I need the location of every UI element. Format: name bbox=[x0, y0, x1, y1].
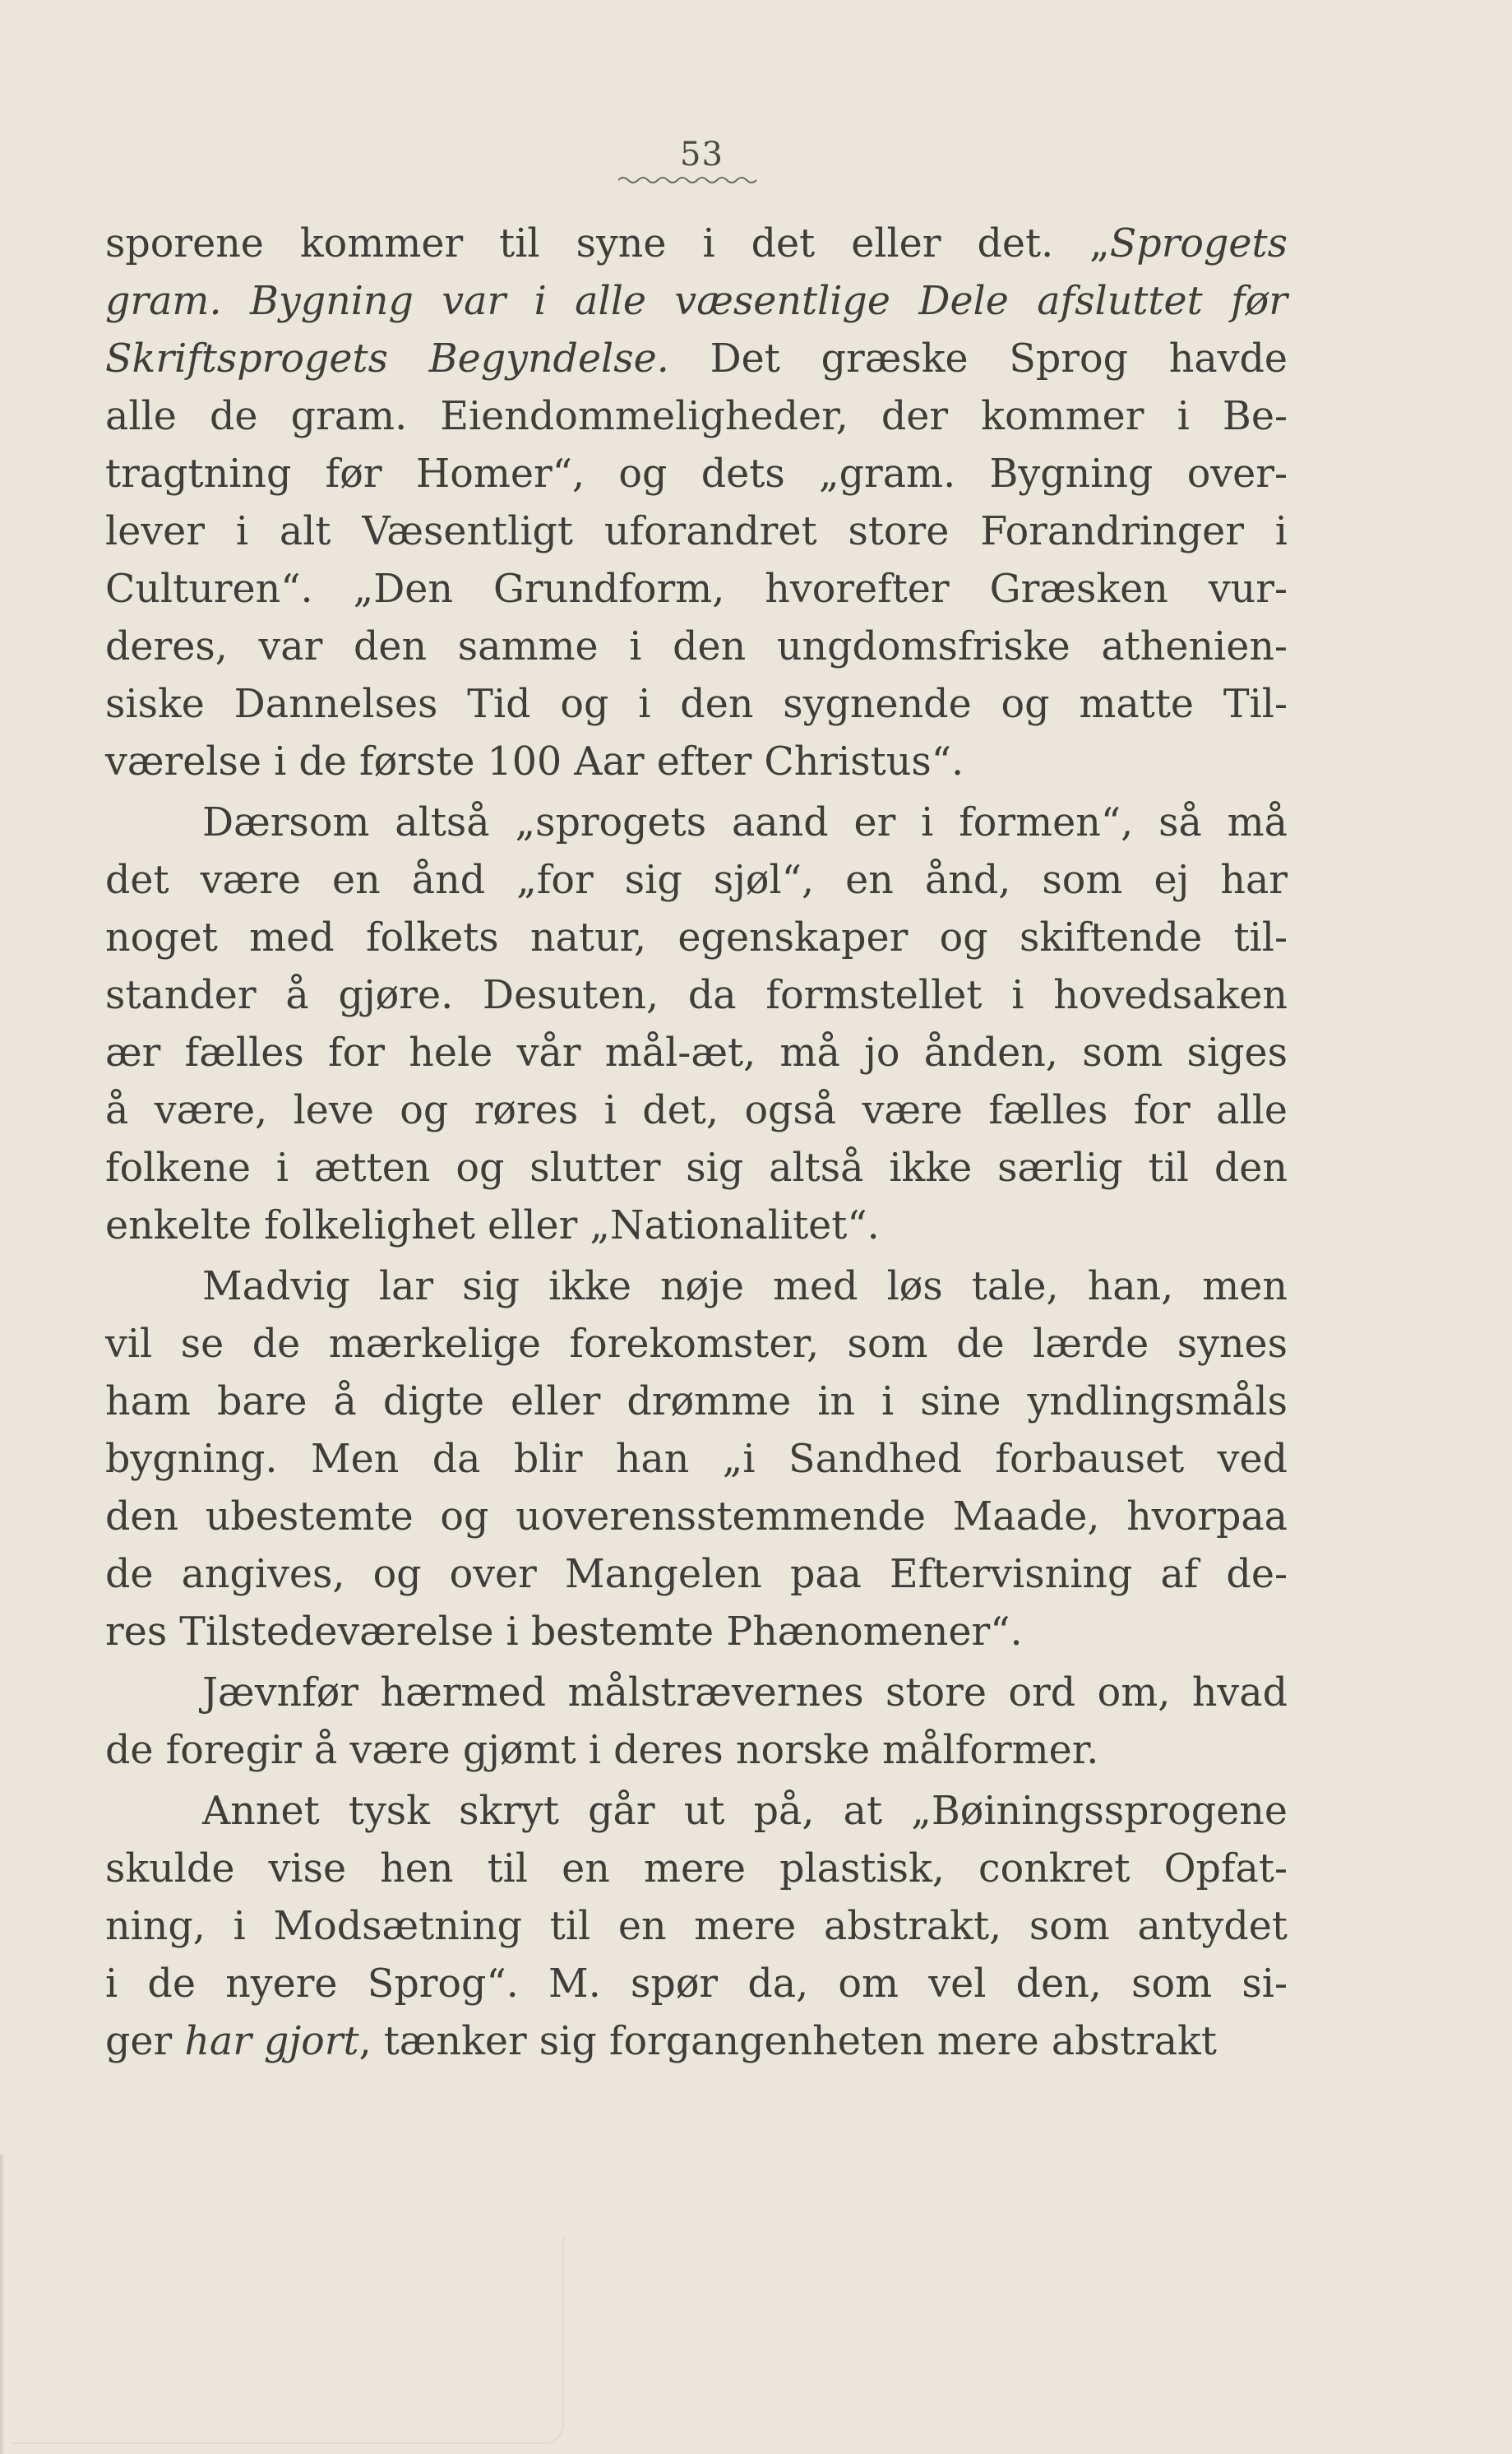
text-line bbox=[105, 1722, 1288, 1780]
text-line bbox=[105, 967, 1288, 1025]
text-segment: å være, leve og røres i det, også være fælles for alle bbox=[105, 1088, 1288, 1133]
italic-segment: gram. Bygning var i alle væsentlige Dele afsluttet før bbox=[105, 279, 1288, 324]
text-segment: Jævnfør hærmed målstrævernes store ord om, hvad bbox=[202, 1670, 1288, 1715]
text-line bbox=[105, 734, 1288, 791]
text-segment: bygning. Men da blir han „i Sandhed forbauset ved bbox=[105, 1437, 1288, 1482]
text-line bbox=[105, 561, 1288, 618]
text-segment: ning, i Modsætning til en mere abstrakt, som antydet bbox=[105, 1904, 1288, 1949]
text-line bbox=[105, 1604, 1288, 1661]
text-segment: skulde vise hen til en mere plastisk, conkret Opfat- bbox=[105, 1846, 1288, 1891]
text-line bbox=[105, 676, 1288, 734]
text-segment: ær fælles for hele vår mål-æt, må jo ånden, som siges bbox=[105, 1030, 1288, 1076]
text-line bbox=[105, 910, 1288, 967]
wavy-rule-icon bbox=[618, 174, 758, 186]
text-segment: tragtning før Homer“, og dets „gram. Bygning over- bbox=[105, 451, 1288, 497]
text-segment: det være en ånd „for sig sjøl“, en ånd, som ej har bbox=[105, 858, 1288, 903]
text-line bbox=[105, 388, 1288, 446]
text-line bbox=[105, 794, 1288, 852]
text-line bbox=[105, 503, 1288, 561]
text-segment: lever i alt Væsentligt uforandret store Forandringer i bbox=[105, 509, 1288, 554]
text-segment: den ubestemte og uoverensstemmende Maade, hvorpaa bbox=[105, 1494, 1288, 1540]
text-segment: stander å gjøre. Desuten, da formstellet i hovedsaken bbox=[105, 973, 1288, 1018]
text-segment: værelse i de første 100 Aar efter Christus“. bbox=[105, 739, 964, 785]
text-line bbox=[105, 1840, 1288, 1898]
text-segment: ger bbox=[105, 2019, 185, 2064]
text-segment: siske Dannelses Tid og i den sygnende og matte Til- bbox=[105, 682, 1288, 727]
text-line bbox=[105, 852, 1288, 910]
text-segment: de foregir å være gjømt i deres norske målformer. bbox=[105, 1728, 1099, 1773]
text-line bbox=[105, 2013, 1288, 2071]
page-edge-shadow bbox=[0, 2155, 5, 2454]
text-segment: i de nyere Sprog“. M. spør da, om vel den, som si- bbox=[105, 1961, 1288, 2007]
text-line bbox=[105, 1082, 1288, 1140]
italic-segment: Skriftsprogets Begyndelse. bbox=[105, 336, 669, 382]
text-line bbox=[105, 1373, 1288, 1431]
text-segment: folkene i ætten og slutter sig altså ikke særlig til den bbox=[105, 1146, 1288, 1191]
text-line bbox=[105, 215, 1288, 273]
text-line bbox=[105, 273, 1288, 331]
text-line bbox=[105, 1489, 1288, 1546]
text-segment: Madvig lar sig ikke nøje med løs tale, han, men bbox=[202, 1264, 1288, 1309]
text-line bbox=[105, 1316, 1288, 1373]
text-line bbox=[105, 1546, 1288, 1604]
text-line bbox=[105, 1665, 1288, 1722]
text-line bbox=[105, 446, 1288, 503]
italic-segment: har gjort bbox=[184, 2019, 359, 2064]
text-segment: ham bare å digte eller drømme in i sine yndlingsmåls bbox=[105, 1379, 1288, 1424]
text-segment: alle de gram. Eiendommeligheder, der kommer i Be- bbox=[105, 394, 1288, 439]
text-line bbox=[105, 1025, 1288, 1082]
body-text bbox=[105, 215, 1288, 2071]
text-line bbox=[105, 1140, 1288, 1197]
text-segment: , tænker sig forgangenheten mere abstrakt bbox=[358, 2019, 1217, 2064]
text-segment: deres, var den samme i den ungdomsfriske athenien- bbox=[105, 624, 1288, 669]
text-line bbox=[105, 1258, 1288, 1316]
text-line bbox=[105, 1956, 1288, 2013]
text-line bbox=[105, 1431, 1288, 1489]
page-number: 53 bbox=[680, 136, 724, 174]
text-segment: noget med folkets natur, egenskaper og skiftende til- bbox=[105, 915, 1288, 961]
italic-segment: Sprogets bbox=[1109, 221, 1288, 266]
bleed-through-mark bbox=[12, 2237, 564, 2444]
text-segment: de angives, og over Mangelen paa Eftervisning af de- bbox=[105, 1552, 1288, 1597]
text-line bbox=[105, 1783, 1288, 1840]
text-line bbox=[105, 1197, 1288, 1255]
text-segment: vil se de mærkelige forekomster, som de lærde synes bbox=[105, 1322, 1288, 1367]
text-line bbox=[105, 1898, 1288, 1956]
text-segment: Dærsom altså „sprogets aand er i formen“, så må bbox=[202, 800, 1288, 845]
text-line bbox=[105, 331, 1288, 388]
text-segment: enkelte folkelighet eller „Nationalitet“. bbox=[105, 1203, 880, 1248]
text-segment: sporene kommer til syne i det eller det. „ bbox=[105, 221, 1110, 266]
text-line bbox=[105, 618, 1288, 676]
text-segment: Annet tysk skryt går ut på, at „Bøiningssprogene bbox=[202, 1789, 1288, 1834]
text-segment: Det græske Sprog havde bbox=[668, 336, 1288, 382]
text-segment: Culturen“. „Den Grundform, hvorefter Græsken vur- bbox=[105, 567, 1288, 612]
text-segment: res Tilstedeværelse i bestemte Phænomener“. bbox=[105, 1609, 1023, 1655]
